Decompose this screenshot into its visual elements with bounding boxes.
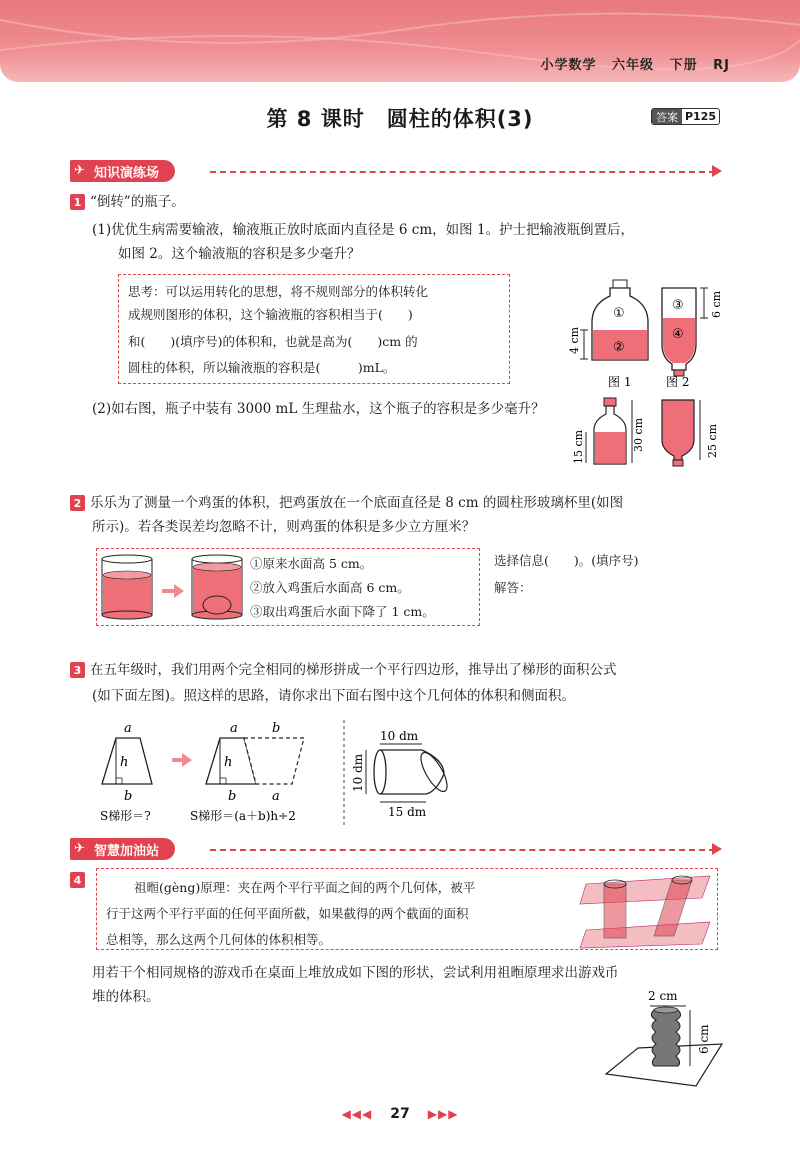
- header-band: [0, 0, 800, 82]
- q3-line1: 在五年级时，我们用两个完全相同的梯形拼成一个平行四边形，推导出了梯形的面积公式: [90, 662, 617, 678]
- solid-top-length: 10 dm: [380, 729, 419, 743]
- answer-tag-page: P125: [684, 110, 716, 123]
- section-practice: [70, 160, 175, 182]
- q2-info-2: ②放入鸡蛋后水面高 6 cm。: [250, 580, 410, 595]
- question-number-3: 3: [70, 662, 85, 678]
- formula-trapezoid: S梯形＝(a＋b)h÷2: [190, 809, 296, 823]
- q2-line1: 乐乐为了测量一个鸡蛋的体积，把鸡蛋放在一个底面直径是 8 cm 的圆柱形玻璃杯里(如图: [90, 495, 624, 511]
- stack-height-label: 6 cm: [697, 1024, 711, 1054]
- question-number-1: 1: [70, 194, 85, 210]
- arrow-right-icon: [712, 843, 724, 855]
- q2-answer: 解答：: [494, 580, 532, 595]
- marker-4: ④: [672, 327, 684, 342]
- question-number-2: 2: [70, 495, 85, 511]
- q2-info-1: ①原来水面高 5 cm。: [250, 556, 373, 571]
- parallelogram-composed: [206, 738, 304, 784]
- fig1-caption: 图 1: [608, 375, 632, 389]
- q1-hint-line2: 成规则图形的体积，这个输液瓶的容积相当于( ): [128, 307, 413, 322]
- arrow-right-icon: [712, 165, 724, 177]
- header-meta: [531, 54, 731, 73]
- section-wisdom: [70, 838, 175, 860]
- cut-cylinder: [366, 744, 452, 802]
- marker-1: ①: [613, 306, 625, 321]
- bottle-inverted: [662, 288, 708, 376]
- section-wisdom-label: 智慧加油站: [94, 843, 160, 859]
- q2-choose: 选择信息( )。(填序号): [494, 553, 639, 568]
- q1-part1-line2: 如图 2。这个输液瓶的容积是多少毫升？: [118, 246, 361, 262]
- answer-tag-label: 答案: [652, 109, 682, 124]
- question-number-4: 4: [70, 872, 85, 888]
- grade: 六年级: [612, 58, 655, 73]
- page-number: 27: [390, 1106, 410, 1122]
- solid-bottom-length: 15 dm: [388, 805, 427, 819]
- answer-tag[interactable]: [651, 108, 720, 125]
- q4-hint-line3: 总相等，那么这两个几何体的体积相等。: [106, 932, 332, 947]
- formula-question: S梯形＝?: [100, 809, 151, 823]
- trap2-label-a: a: [230, 721, 238, 736]
- q3-line2: (如下面左图)。照这样的思路，请你求出下面右图中这个几何体的体积和侧面积。: [92, 688, 576, 704]
- prism-straight: [604, 880, 626, 938]
- q4-hint-line1: 祖暅(gèng)原理：夹在两个平行平面之间的两个几何体，被平: [134, 880, 476, 895]
- q2-info-3: ③取出鸡蛋后水面下降了 1 cm。: [250, 604, 435, 619]
- section-practice-badge: [70, 160, 175, 182]
- coin-stack-figure: [586, 986, 726, 1090]
- coin-stack: [651, 1007, 680, 1066]
- egg-cups-figure: [100, 553, 248, 621]
- saline-height-15: 15 cm: [572, 429, 585, 464]
- q1-hint-line3: 和( )(填序号)的体积和，也就是高为( )cm 的: [128, 334, 418, 349]
- edition: RJ: [713, 58, 730, 73]
- stack-width-label: 2 cm: [648, 989, 678, 1003]
- subject: 小学数学: [540, 58, 597, 73]
- q2-line2: 所示)。若各类误差均忽略不计，则鸡蛋的体积是多少立方厘米？: [92, 519, 476, 535]
- q1-hint-line1: 思考：可以运用转化的思想，将不规则部分的体积转化: [128, 284, 429, 299]
- trapezoid-solid-figure: [96, 716, 476, 830]
- trap1-label-a: a: [124, 721, 132, 736]
- q1-part1-line1: (1)优优生病需要输液，输液瓶正放时底面内直径是 6 cm，如图 1。护士把输液瓶倒置后，: [92, 222, 635, 238]
- saline-height-25: 25 cm: [706, 423, 719, 458]
- section-practice-divider: [210, 171, 715, 173]
- rocket-icon: ✈: [74, 841, 85, 856]
- trap2-label-a-bottom: a: [272, 789, 280, 804]
- section-wisdom-badge: [70, 838, 175, 860]
- cup-with-egg: [192, 555, 242, 619]
- q1-part2: (2)如右图，瓶子中装有 3000 mL 生理盐水，这个瓶子的容积是多少毫升？: [92, 401, 545, 417]
- cavalieri-figure: [580, 870, 716, 950]
- prev-arrows: ◀◀◀: [341, 1107, 373, 1121]
- next-arrows: ▶▶▶: [427, 1107, 459, 1121]
- q1-title: “倒转”的瓶子。: [90, 194, 185, 210]
- rocket-icon: ✈: [74, 163, 85, 178]
- saline-bottle-inverted: [662, 400, 700, 466]
- page-footer: [0, 1106, 800, 1122]
- section-wisdom-divider: [210, 849, 715, 851]
- saline-bottle-figure: [572, 396, 722, 468]
- trap2-label-b: b: [272, 721, 281, 736]
- arrow-right-icon: [172, 753, 192, 767]
- section-practice-label: 知识演练场: [94, 165, 160, 181]
- fig2-height-label: 6 cm: [710, 290, 723, 318]
- marker-2: ②: [613, 340, 625, 355]
- q4-hint-line2: 行于这两个平行平面的任何平面所截，如果截得的两个截面的面积: [106, 906, 469, 921]
- page-title: 第 8 课时 圆柱的体积(3): [266, 107, 534, 131]
- marker-3: ③: [672, 298, 684, 313]
- q1-hint-line4: 圆柱的体积，所以输液瓶的容积是( )mL。: [128, 360, 396, 375]
- fig1-height-label: 4 cm: [568, 326, 581, 354]
- solid-diameter: 10 dm: [351, 753, 365, 792]
- saline-bottle-upright: [586, 398, 632, 464]
- arrow-right-icon: [162, 584, 184, 598]
- q4-line1: 用若干个相同规格的游戏币在桌面上堆放成如下图的形状，尝试利用祖暅原理求出游戏币: [92, 965, 619, 981]
- cup-before: [102, 555, 152, 619]
- trap2-label-h: h: [224, 755, 233, 770]
- q4-line2: 堆的体积。: [92, 989, 160, 1005]
- trap1-label-h: h: [120, 755, 129, 770]
- saline-height-30: 30 cm: [632, 417, 645, 452]
- volume: 下册: [669, 58, 698, 73]
- trap2-label-b-bottom: b: [228, 789, 237, 804]
- trap1-label-b: b: [124, 789, 133, 804]
- fig2-caption: 图 2: [666, 375, 690, 389]
- infusion-bottle-figure: [570, 278, 730, 390]
